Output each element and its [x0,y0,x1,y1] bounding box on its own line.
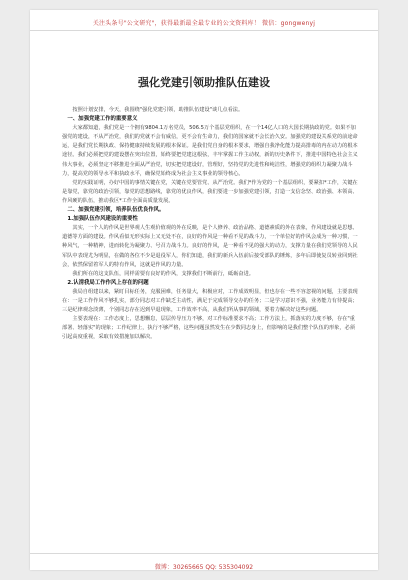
paragraph: 党的实践证明，办好中国的事情关键在党，关键在党要管党、从严治党。我们*作为党的一个基层组织，要紧扣*工作，关键在是靠党，靠党的政治引领，靠党的思想路线，靠党的优良作风，我们要进一步加强党建引领，打造一支信念坚、政治强、本领高、作风硬的队伍，推动我区*工作全面高质量发展。 [62,179,358,204]
footer-text: 微博：30265665 QQ: 535304092 [154,564,254,570]
paragraph: 大家都知道，我们党是一个拥有9804.1万名党员，506.5万个基层党组织，在一个14亿人口的大国长期执政的党。如果不加强党的建设，不从严治党，我们的党就不会有威信，更不会有生命力，我们的国家就不会长治久安。加强党的建设关系党的前途命运，是我们党长期执政、保持健康持续发展的根本保证。是我们党自身的根本要求，增强自我净化能力提高排毒的内在动力的根本途径。我们必须把党的建设摆在突出位置，始终要把党建这根弦，丰牢掌握工作主动权，新的历史条件下，推进中国特色社会主义伟大事业，必须坚定不移推进全面从严治党，切实把党建设好，管理好，坚持党的先进性和纯洁性，增强党的组织力凝聚力战斗力，提高党的领导水平和执政水平，确保党始终成为社会主义事业的领导核心。 [62,125,358,177]
paragraph: 我们所在的这支队伍，同样需要有良好的作风，支撑我们不断前行，砥砺奋进。 [72,270,254,277]
paragraph: 按照计划安排，今天，我围绕"强化党建引领，助推队伍建设"谈几点看法。 [72,107,244,113]
section-heading: 1.加强队伍作风建设的重要性 [67,216,138,223]
banner-text: 关注头条号"公文研究"，获得最新最全最专业的公文资料库！ 微信：gongwenyj [92,20,316,27]
document-body [62,106,358,342]
header-banner [30,10,378,31]
document-page [30,10,378,570]
paragraph: 我局自组建以来，紧盯目标任务，克服困难，任务量大，积极应对，工作成效明显，但也存在一些不容忽视的问题，主要表现在：一是工作作风不够扎实，部分同志对工作缺乏主动性，满足于完成领导交办的任务；二是学习意识不强，业务能力有待提高；三是纪律观念淡薄，个别同志存在迟到早退现象，工作效率不高，从我们所从事的领域，要着力解决好这些问题。 [62,288,358,314]
document-title: 强化党建引领助推队伍建设 [138,76,270,89]
paragraph: 主要表现在：工作态度上，思想懈怠，层层传导压力不够，对工作标准要求不高；工作方法上，抓落实的力度不够，存在"重部署、轻落实"的现象；工作纪律上，执行不够严格，这些问题虽然发生在少数同志身上，但影响的是我们整个队伍的形象，必须引起高度重视，采取有效措施加以解决。 [62,316,355,341]
paragraph: 其实，一个人的作风是世界观人生观价值观的外在反映，是个人修养、政治品格、道德素质的外在表象，作风建设就是思想、道德等方面的建设。作风看似无形实际上又无处不在，良好的作风是一种看不见的战斗力，一个单位好的作风会成为一种习惯，一种风气，一种精神，进而转化为凝聚力、号召力战斗力。良好的作风，是一种看不见的强大的动力，支撑力量在我们党领导的人民军队中表现尤为明显，在做的各位不少是退役军人，你们知道，我们的新兵入伍前后接受部队的锤炼，多年后即使复员转业回到社会，依然保留着军人的特有作风，这就是作风的力量。 [62,225,358,268]
footer-banner [30,553,378,570]
section-heading: 一、加强党建工作的重要意义 [67,116,138,123]
section-heading: 二、加强党建引领，培养队伍优良作风。 [67,207,165,214]
section-heading: 2.认清我局工作作风上存在的问题 [67,279,149,286]
